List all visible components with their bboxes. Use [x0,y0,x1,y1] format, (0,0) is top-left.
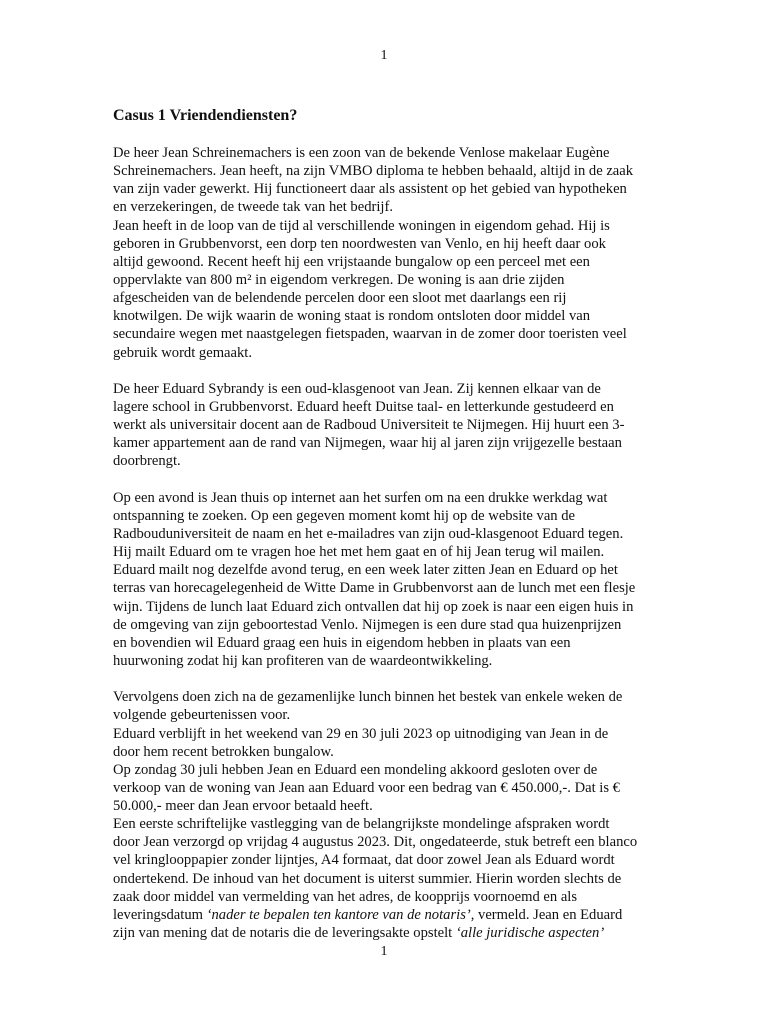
text-line: Hij mailt Eduard om te vragen hoe het met hem gaat en of hij Jean terug wil mailen. [113,544,605,561]
page-number-bottom: 1 [380,944,388,959]
text-line: Op zondag 30 juli hebben Jean en Eduard een mondeling akkoord gesloten over de [113,761,598,778]
document-body [113,144,661,942]
text-line: kamer appartement aan de rand van Nijmegen, waar hij al jaren zijn vrijgezelle bestaan [113,435,622,452]
text-line: en bovendien wil Eduard graag een huis in eigendom hebben in plaats van een [113,634,571,651]
text-line: geboren in Grubbenvorst, een dorp ten noordwesten van Venlo, en hij heeft daar ook [113,235,606,252]
text-line [113,906,661,924]
text-line: terras van horecagelegenheid de Witte Dame in Grubbenvorst aan de lunch met een flesje [113,580,636,597]
text-line: Jean heeft in de loop van de tijd al verschillende woningen in eigendom gehad. Hij is [113,217,610,234]
paragraph-1 [113,144,661,362]
text-line: lagere school in Grubbenvorst. Eduard heeft Duitse taal- en letterkunde gestudeerd en [113,398,614,415]
italic-quote: ‘alle juridische aspecten’ [455,925,605,942]
text-segment: zijn van mening dat de notaris die de leveringsakte opstelt [113,925,456,942]
text-line: de omgeving van zijn geboortestad Venlo. Nijmegen is een dure stad qua huizenprijzen [113,616,622,633]
paragraph-spacer [113,471,661,489]
page-number-top: 1 [380,48,388,63]
text-line: Eduard mailt nog dezelfde avond terug, en een week later zitten Jean en Eduard op het [113,562,618,579]
text-line: volgende gebeurtenissen voor. [113,707,291,724]
text-line: Vervolgens doen zich na de gezamenlijke lunch binnen het bestek van enkele weken de [113,689,623,706]
text-line: De heer Jean Schreinemachers is een zoon van de bekende Venlose makelaar Eugène [113,145,610,161]
text-line: doorbrengt. [113,453,181,470]
text-segment: , vermeld. Jean en Eduard [470,906,623,923]
text-line: De heer Eduard Sybrandy is een oud-klasgenoot van Jean. Zij kennen elkaar van de [113,380,601,397]
text-line: Schreinemachers. Jean heeft, na zijn VMBO diploma te hebben behaald, altijd in de zaak [113,163,634,180]
text-line: en verzekeringen, de tweede tak van het bedrijf. [113,199,393,216]
paragraph-spacer [113,670,661,688]
text-line: verkoop van de woning van Jean aan Eduard voor een bedrag van € 450.000,-. Dat is € [113,779,620,796]
text-line: altijd gewoond. Recent heeft hij een vrijstaande bungalow op een perceel met een [113,253,590,270]
text-line: oppervlakte van 800 m² in eigendom verkregen. De woning is aan drie zijden [113,271,565,288]
text-segment: leveringsdatum [113,906,207,923]
text-line: van zijn vader gewerkt. Hij functioneert daar als assistent op het gebied van hypotheken [113,181,627,198]
italic-quote: ‘nader te bepalen ten kantore van de notaris’ [206,906,471,923]
text-line: Radbouduniversiteit de naam en het e-mailadres van zijn oud-klasgenoot Eduard tegen. [113,525,624,542]
paragraph-spacer [113,362,661,380]
paragraph-2 [113,380,661,471]
text-line: Op een avond is Jean thuis op internet aan het surfen om na een drukke werkdag wat [113,489,608,506]
text-line: ontspanning te zoeken. Op een gegeven moment komt hij op de website van de [113,507,576,524]
text-line: ondertekend. De inhoud van het document is uiterst summier. Hierin worden slechts de [113,870,622,887]
text-line: huurwoning zodat hij kan profiteren van de waardeontwikkeling. [113,652,493,669]
text-line: Een eerste schriftelijke vastlegging van de belangrijkste mondelinge afspraken wordt [113,816,610,833]
text-line: knotwilgen. De wijk waarin de woning staat is rondom ontsloten door middel van [113,308,591,325]
text-line [113,924,661,942]
paragraph-4 [113,688,661,942]
text-line: zaak door middel van vermelding van het adres, de koopprijs voornoemd en als [113,888,578,905]
text-line: 50.000,- meer dan Jean ervoor betaald heeft. [113,798,373,815]
text-line: door Jean verzorgd op vrijdag 4 augustus 2023. Dit, ongedateerde, stuk betreft een blanco [113,834,638,851]
text-line: vel kringlooppapier zonder lijntjes, A4 formaat, dat door zowel Jean als Eduard wordt [113,852,615,869]
text-line: wijn. Tijdens de lunch laat Eduard zich ontvallen dat hij op zoek is naar een eigen huis in [113,598,634,615]
text-line: werkt als universitair docent aan de Radboud Universiteit te Nijmegen. Hij huurt een 3- [113,417,625,434]
text-line: Eduard verblijft in het weekend van 29 en 30 juli 2023 op uitnodiging van Jean in de [113,725,609,742]
text-line: afgescheiden van de belendende percelen door een sloot met daarlangs een rij [113,290,567,307]
text-line: door hem recent betrokken bungalow. [113,743,334,760]
case-title: Casus 1 Vriendendiensten? [113,107,298,124]
text-line: secundaire wegen met naastgelegen fietspaden, waarvan in de zomer door toeristen veel [113,326,627,343]
paragraph-3 [113,489,661,670]
text-line: gebruik wordt gemaakt. [113,344,253,361]
